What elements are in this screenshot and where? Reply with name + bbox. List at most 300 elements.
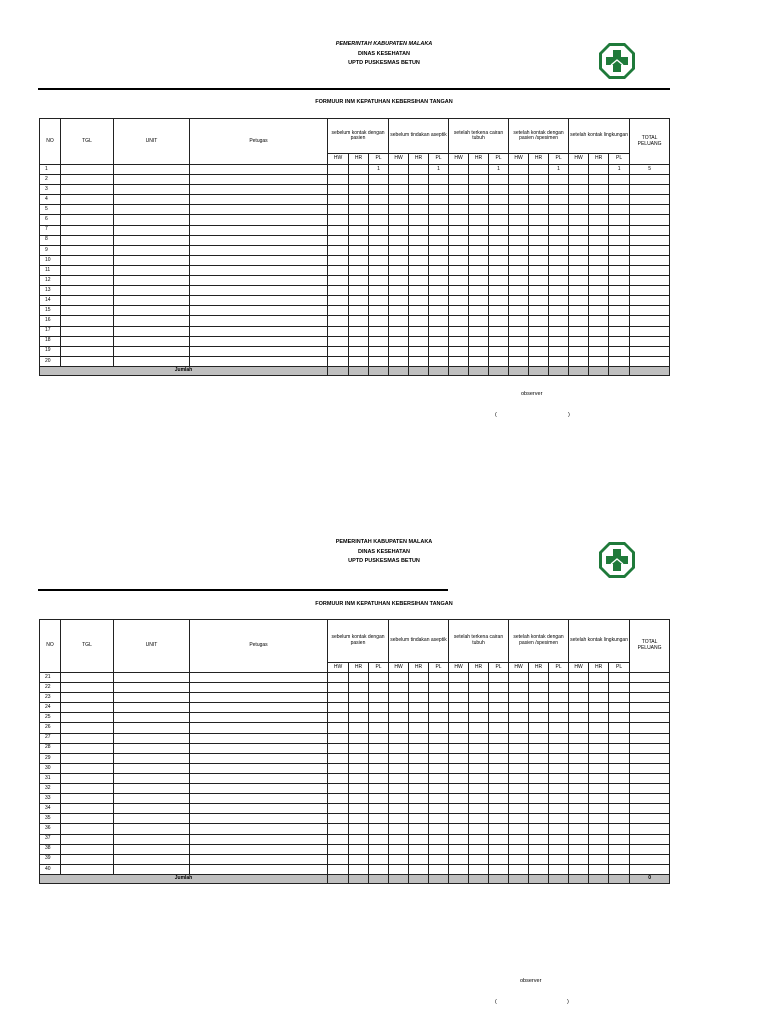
table-cell [61, 276, 114, 286]
table-cell [589, 733, 609, 743]
row-number: 17 [40, 326, 61, 336]
table-cell [349, 306, 369, 316]
table-cell [509, 225, 529, 235]
table-cell [509, 723, 529, 733]
table-cell [190, 814, 328, 824]
table-cell [509, 864, 529, 874]
table-cell [529, 773, 549, 783]
table-cell [349, 336, 369, 346]
table-cell [630, 235, 670, 245]
table-cell [489, 255, 509, 265]
table-cell [609, 356, 630, 366]
table-cell [190, 336, 328, 346]
table-cell [630, 753, 670, 763]
table-cell [489, 286, 509, 296]
row-number: 16 [40, 316, 61, 326]
pl-count-cell: 1 [609, 165, 630, 175]
table-cell [489, 864, 509, 874]
table-cell [369, 235, 389, 245]
table-cell [589, 356, 609, 366]
table-cell [190, 175, 328, 185]
table-cell [449, 773, 469, 783]
table-cell [609, 733, 630, 743]
table-cell [114, 346, 190, 356]
table-cell [630, 864, 670, 874]
table-cell [190, 185, 328, 195]
row-number: 24 [40, 703, 61, 713]
table-cell [549, 703, 569, 713]
table-cell [469, 854, 489, 864]
table-cell [389, 265, 409, 275]
table-cell [429, 753, 449, 763]
table-cell [369, 683, 389, 693]
row-number: 25 [40, 713, 61, 723]
table-cell [389, 245, 409, 255]
form-title: FORMUUR INM KEPATUHAN KEBERSIHAN TANGAN [315, 99, 453, 105]
col-hr: HR [409, 154, 429, 165]
table-cell [549, 195, 569, 205]
table-cell [469, 165, 489, 175]
table-cell [389, 763, 409, 773]
col-petugas: Petugas [190, 119, 328, 165]
table-row [40, 286, 670, 296]
table-cell [569, 673, 589, 683]
table-cell [369, 185, 389, 195]
table-cell [509, 673, 529, 683]
table-cell [389, 356, 409, 366]
table-cell [589, 814, 609, 824]
table-cell [429, 773, 449, 783]
table-cell [589, 175, 609, 185]
table-cell [429, 255, 449, 265]
table-cell [509, 326, 529, 336]
col-hr: HR [529, 662, 549, 672]
table-cell [549, 185, 569, 195]
col-total-peluang: TOTAL PELUANG [630, 119, 670, 165]
table-cell [549, 306, 569, 316]
table-cell [449, 235, 469, 245]
table-cell [61, 683, 114, 693]
table-cell [589, 713, 609, 723]
table-cell [489, 215, 509, 225]
table-cell [190, 316, 328, 326]
table-cell [409, 306, 429, 316]
table-cell [469, 255, 489, 265]
observer-signature-open: ( [495, 412, 497, 418]
row-number: 21 [40, 673, 61, 683]
row-number: 28 [40, 743, 61, 753]
table-cell [190, 286, 328, 296]
table-row [40, 804, 670, 814]
table-cell [549, 854, 569, 864]
row-number: 31 [40, 773, 61, 783]
table-cell [529, 296, 549, 306]
table-cell [409, 265, 429, 275]
table-cell [529, 824, 549, 834]
row-number: 27 [40, 733, 61, 743]
table-cell [114, 844, 190, 854]
table-cell [509, 703, 529, 713]
table-cell [61, 265, 114, 275]
table-row [40, 265, 670, 275]
table-cell [328, 225, 349, 235]
table-cell [328, 753, 349, 763]
table-cell [61, 346, 114, 356]
table-cell [589, 185, 609, 195]
table-row [40, 306, 670, 316]
table-cell [569, 245, 589, 255]
table-cell [389, 673, 409, 683]
table-cell [449, 743, 469, 753]
col-group-setelah-cairan: setelah terkena cairan tubuh [449, 620, 509, 663]
table-cell [569, 834, 589, 844]
table-cell [609, 683, 630, 693]
table-cell [469, 215, 489, 225]
row-number: 34 [40, 804, 61, 814]
table-cell [469, 326, 489, 336]
table-cell [369, 265, 389, 275]
table-cell [630, 245, 670, 255]
table-cell [529, 703, 549, 713]
jumlah-total: 0 [630, 874, 670, 883]
table-row [40, 794, 670, 804]
table-row [40, 864, 670, 874]
table-cell [449, 693, 469, 703]
table-cell [190, 255, 328, 265]
table-cell [509, 773, 529, 783]
table-cell [569, 336, 589, 346]
table-cell [328, 205, 349, 215]
table-cell [190, 824, 328, 834]
table-cell [469, 306, 489, 316]
table-cell [349, 854, 369, 864]
col-pl: PL [549, 662, 569, 672]
col-pl: PL [489, 154, 509, 165]
table-cell [569, 346, 589, 356]
table-cell [429, 814, 449, 824]
table-cell [609, 336, 630, 346]
row-number: 18 [40, 336, 61, 346]
col-hr: HR [349, 662, 369, 672]
table-cell [449, 804, 469, 814]
table-cell [589, 346, 609, 356]
table-cell [449, 346, 469, 356]
table-cell [349, 763, 369, 773]
table-cell [609, 296, 630, 306]
table-row [40, 235, 670, 245]
col-unit: UNIT [114, 620, 190, 673]
table-cell [589, 225, 609, 235]
table-cell [489, 195, 509, 205]
table-cell [489, 743, 509, 753]
table-cell [449, 336, 469, 346]
table-cell [489, 265, 509, 275]
table-cell [61, 814, 114, 824]
observation-table [39, 619, 670, 884]
table-cell [429, 854, 449, 864]
table-cell [429, 185, 449, 195]
table-cell [509, 804, 529, 814]
pl-count-cell: 1 [489, 165, 509, 175]
table-cell [589, 306, 609, 316]
row-number: 37 [40, 834, 61, 844]
table-cell [509, 346, 529, 356]
table-cell [349, 195, 369, 205]
table-cell [630, 824, 670, 834]
table-cell [469, 276, 489, 286]
table-cell [569, 185, 589, 195]
table-cell [61, 773, 114, 783]
table-row [40, 255, 670, 265]
table-row [40, 336, 670, 346]
table-cell [630, 286, 670, 296]
table-cell [369, 326, 389, 336]
table-cell [369, 356, 389, 366]
col-group-setelah-kontak-pasien: setelah kontak dengan pasien /spesimen [509, 620, 569, 663]
table-row [40, 784, 670, 794]
table-cell [469, 804, 489, 814]
table-cell [114, 834, 190, 844]
table-cell [190, 794, 328, 804]
table-cell [114, 864, 190, 874]
table-cell [569, 683, 589, 693]
table-cell [589, 326, 609, 336]
table-cell [328, 814, 349, 824]
table-cell [630, 773, 670, 783]
table-cell [61, 693, 114, 703]
table-cell [429, 306, 449, 316]
table-cell [569, 733, 589, 743]
row-number: 9 [40, 245, 61, 255]
table-cell [609, 286, 630, 296]
table-row [40, 733, 670, 743]
table-cell [609, 215, 630, 225]
table-cell [328, 235, 349, 245]
table-cell [409, 175, 429, 185]
table-cell [409, 703, 429, 713]
table-cell [529, 834, 549, 844]
table-cell [429, 336, 449, 346]
table-cell [529, 683, 549, 693]
table-row [40, 723, 670, 733]
table-cell [61, 245, 114, 255]
col-hw: HW [389, 154, 409, 165]
table-cell [630, 834, 670, 844]
table-cell [489, 834, 509, 844]
table-cell [529, 225, 549, 235]
observer-signature-close: ) [568, 412, 570, 418]
table-cell [409, 235, 429, 245]
table-cell [569, 693, 589, 703]
table-cell [609, 753, 630, 763]
table-cell [469, 784, 489, 794]
table-cell [389, 326, 409, 336]
table-cell [429, 205, 449, 215]
table-cell [349, 245, 369, 255]
table-cell [389, 703, 409, 713]
table-cell [328, 255, 349, 265]
table-cell [630, 844, 670, 854]
col-hw: HW [389, 662, 409, 672]
table-cell [389, 296, 409, 306]
table-cell [369, 824, 389, 834]
table-cell [328, 773, 349, 783]
table-row [40, 844, 670, 854]
table-cell [609, 225, 630, 235]
table-cell [409, 723, 429, 733]
table-cell [190, 804, 328, 814]
col-total-peluang: TOTAL PELUANG [630, 620, 670, 673]
table-cell [449, 215, 469, 225]
table-cell [389, 276, 409, 286]
table-cell [509, 296, 529, 306]
table-cell [509, 265, 529, 275]
table-cell [369, 703, 389, 713]
table-row [40, 225, 670, 235]
table-cell [190, 683, 328, 693]
table-cell [328, 326, 349, 336]
table-cell [609, 794, 630, 804]
table-cell [61, 255, 114, 265]
table-cell [469, 763, 489, 773]
table-cell [469, 733, 489, 743]
table-cell [549, 296, 569, 306]
table-cell [409, 673, 429, 683]
table-cell [529, 673, 549, 683]
table-cell [369, 773, 389, 783]
table-cell [589, 844, 609, 854]
table-cell [369, 864, 389, 874]
table-cell [429, 346, 449, 356]
table-cell [569, 763, 589, 773]
table-cell [509, 185, 529, 195]
table-cell [609, 235, 630, 245]
table-cell [190, 834, 328, 844]
table-cell [509, 235, 529, 245]
table-cell [328, 245, 349, 255]
table-cell [549, 763, 569, 773]
table-cell [389, 834, 409, 844]
table-cell [61, 844, 114, 854]
table-cell [529, 195, 549, 205]
table-cell [589, 255, 609, 265]
table-cell [429, 743, 449, 753]
table-cell [529, 165, 549, 175]
table-cell [449, 844, 469, 854]
table-cell [349, 185, 369, 195]
table-cell [369, 276, 389, 286]
col-hw: HW [449, 662, 469, 672]
table-cell [114, 733, 190, 743]
table-cell [114, 245, 190, 255]
table-cell [61, 763, 114, 773]
row-number: 3 [40, 185, 61, 195]
table-cell [349, 713, 369, 723]
table-cell [569, 215, 589, 225]
table-cell [429, 733, 449, 743]
table-cell [630, 255, 670, 265]
table-cell [114, 265, 190, 275]
table-cell [349, 175, 369, 185]
table-cell [589, 673, 609, 683]
row-number: 40 [40, 864, 61, 874]
table-cell [389, 753, 409, 763]
table-cell [569, 296, 589, 306]
table-cell [609, 185, 630, 195]
table-cell [409, 296, 429, 306]
table-cell [409, 683, 429, 693]
table-cell [529, 336, 549, 346]
table-cell [190, 713, 328, 723]
col-no: NO [40, 620, 61, 673]
table-cell [549, 814, 569, 824]
table-cell [190, 844, 328, 854]
table-cell [489, 804, 509, 814]
table-cell [509, 763, 529, 773]
pl-count-cell: 1 [369, 165, 389, 175]
table-cell [409, 245, 429, 255]
table-cell [369, 225, 389, 235]
col-pl: PL [609, 662, 630, 672]
table-cell [569, 225, 589, 235]
table-cell [429, 683, 449, 693]
table-cell [609, 814, 630, 824]
table-cell [114, 673, 190, 683]
table-cell [429, 235, 449, 245]
table-cell [529, 753, 549, 763]
table-cell [549, 723, 569, 733]
table-cell [114, 854, 190, 864]
table-cell [630, 205, 670, 215]
table-cell [114, 195, 190, 205]
table-cell [389, 743, 409, 753]
table-cell [489, 296, 509, 306]
table-cell [389, 286, 409, 296]
table-cell [529, 794, 549, 804]
table-cell [569, 175, 589, 185]
table-cell [609, 306, 630, 316]
table-cell [489, 854, 509, 864]
table-cell [630, 296, 670, 306]
table-cell [469, 296, 489, 306]
table-cell [349, 326, 369, 336]
table-cell [349, 753, 369, 763]
table-cell [389, 175, 409, 185]
table-cell [389, 185, 409, 195]
row-number: 36 [40, 824, 61, 834]
table-cell [369, 844, 389, 854]
table-cell [328, 306, 349, 316]
table-cell [409, 824, 429, 834]
table-cell [429, 316, 449, 326]
table-cell [328, 316, 349, 326]
table-cell [569, 773, 589, 783]
table-cell [61, 286, 114, 296]
table-cell [114, 165, 190, 175]
table-cell [449, 245, 469, 255]
table-cell [328, 733, 349, 743]
table-cell [429, 215, 449, 225]
table-cell [449, 225, 469, 235]
row-number: 32 [40, 784, 61, 794]
table-cell [630, 784, 670, 794]
table-cell [630, 346, 670, 356]
table-cell [328, 854, 349, 864]
table-cell [190, 773, 328, 783]
col-hr: HR [469, 154, 489, 165]
table-cell [469, 235, 489, 245]
table-cell [61, 673, 114, 683]
